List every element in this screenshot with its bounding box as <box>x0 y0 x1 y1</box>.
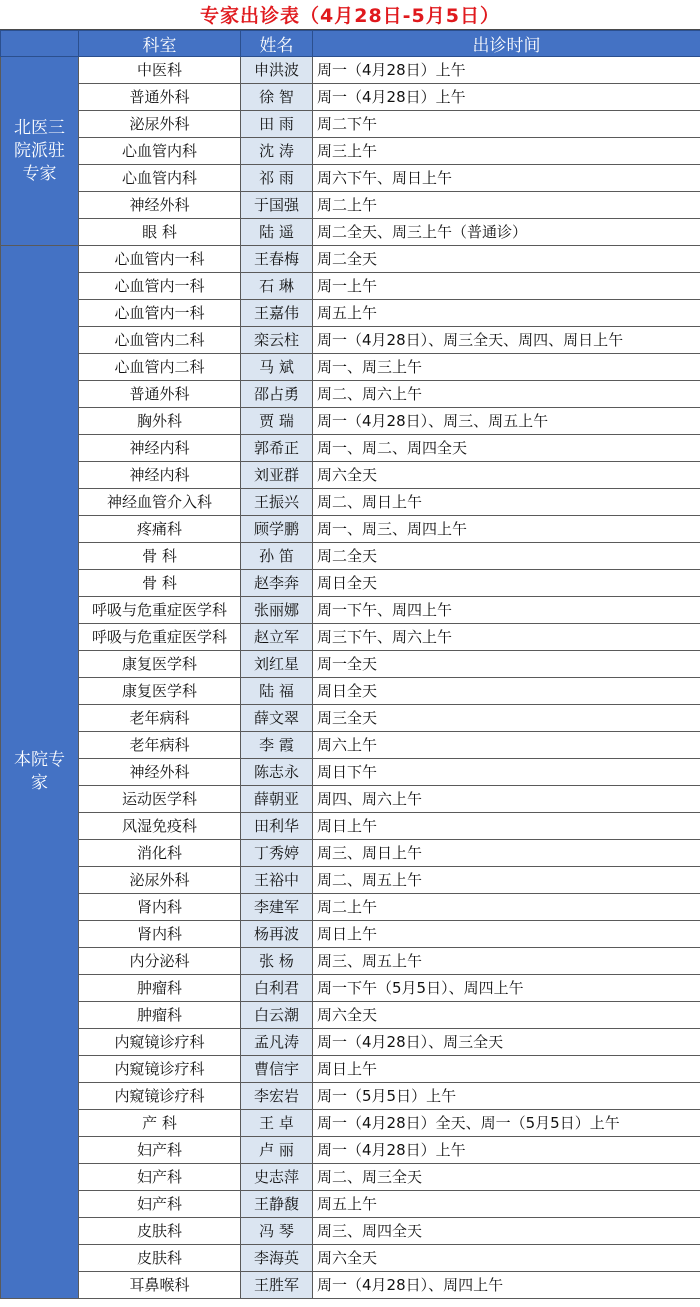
name-cell: 徐 智 <box>241 84 313 111</box>
name-cell: 王胜军 <box>241 1272 313 1299</box>
name-cell: 石 琳 <box>241 273 313 300</box>
name-cell: 曹信宇 <box>241 1056 313 1083</box>
header-name: 姓名 <box>241 31 313 57</box>
time-cell: 周日全天 <box>313 678 700 705</box>
dept-cell: 康复医学科 <box>79 678 241 705</box>
name-cell: 申洪波 <box>241 57 313 84</box>
table-row <box>1 192 700 219</box>
dept-cell: 胸外科 <box>79 408 241 435</box>
time-cell: 周一（4月28日）上午 <box>313 1137 700 1164</box>
name-cell: 王嘉伟 <box>241 300 313 327</box>
name-cell: 李 霞 <box>241 732 313 759</box>
table-row <box>1 651 700 678</box>
name-cell: 陆 福 <box>241 678 313 705</box>
name-cell: 李宏岩 <box>241 1083 313 1110</box>
table-row <box>1 57 700 84</box>
table-row <box>1 543 700 570</box>
time-cell: 周一、周二、周四全天 <box>313 435 700 462</box>
table-row <box>1 732 700 759</box>
table-row <box>1 867 700 894</box>
table-row <box>1 1191 700 1218</box>
table-row <box>1 138 700 165</box>
dept-cell: 妇产科 <box>79 1137 241 1164</box>
time-cell: 周一（4月28日）、周四上午 <box>313 1272 700 1299</box>
time-cell: 周一、周三上午 <box>313 354 700 381</box>
dept-cell: 神经外科 <box>79 192 241 219</box>
table-row <box>1 273 700 300</box>
name-cell: 祁 雨 <box>241 165 313 192</box>
name-cell: 丁秀婷 <box>241 840 313 867</box>
time-cell: 周三全天 <box>313 705 700 732</box>
dept-cell: 呼吸与危重症医学科 <box>79 624 241 651</box>
time-cell: 周二全天 <box>313 543 700 570</box>
time-cell: 周二上午 <box>313 894 700 921</box>
dept-cell: 肿瘤科 <box>79 975 241 1002</box>
name-cell: 陆 遥 <box>241 219 313 246</box>
table-row <box>1 327 700 354</box>
table-body <box>1 57 700 1299</box>
table-row <box>1 516 700 543</box>
name-cell: 李建军 <box>241 894 313 921</box>
dept-cell: 耳鼻喉科 <box>79 1272 241 1299</box>
time-cell: 周二、周三全天 <box>313 1164 700 1191</box>
time-cell: 周二上午 <box>313 192 700 219</box>
table-row <box>1 84 700 111</box>
dept-cell: 运动医学科 <box>79 786 241 813</box>
header-corner <box>1 31 79 57</box>
dept-cell: 中医科 <box>79 57 241 84</box>
time-cell: 周六全天 <box>313 462 700 489</box>
time-cell: 周三、周四全天 <box>313 1218 700 1245</box>
table-row <box>1 759 700 786</box>
time-cell: 周五上午 <box>313 300 700 327</box>
dept-cell: 神经内科 <box>79 435 241 462</box>
table-row <box>1 408 700 435</box>
name-cell: 田 雨 <box>241 111 313 138</box>
table-row <box>1 489 700 516</box>
table-row <box>1 111 700 138</box>
time-cell: 周一全天 <box>313 651 700 678</box>
table-row <box>1 570 700 597</box>
name-cell: 王 卓 <box>241 1110 313 1137</box>
time-cell: 周一（4月28日）、周三、周五上午 <box>313 408 700 435</box>
header-dept: 科室 <box>79 31 241 57</box>
time-cell: 周一（4月28日）、周三全天、周四、周日上午 <box>313 327 700 354</box>
dept-cell: 普通外科 <box>79 84 241 111</box>
dept-cell: 神经内科 <box>79 462 241 489</box>
time-cell: 周一上午 <box>313 273 700 300</box>
table-row <box>1 705 700 732</box>
table-row <box>1 840 700 867</box>
name-cell: 张 杨 <box>241 948 313 975</box>
time-cell: 周一（4月28日）上午 <box>313 57 700 84</box>
time-cell: 周五上午 <box>313 1191 700 1218</box>
time-cell: 周六全天 <box>313 1002 700 1029</box>
time-cell: 周二全天 <box>313 246 700 273</box>
table-row <box>1 1218 700 1245</box>
time-cell: 周六下午、周日上午 <box>313 165 700 192</box>
name-cell: 顾学鹏 <box>241 516 313 543</box>
dept-cell: 心血管内科 <box>79 165 241 192</box>
table-row <box>1 354 700 381</box>
name-cell: 杨再波 <box>241 921 313 948</box>
time-cell: 周三下午、周六上午 <box>313 624 700 651</box>
name-cell: 冯 琴 <box>241 1218 313 1245</box>
table-row <box>1 597 700 624</box>
name-cell: 刘亚群 <box>241 462 313 489</box>
name-cell: 薛文翠 <box>241 705 313 732</box>
table-row <box>1 678 700 705</box>
dept-cell: 内分泌科 <box>79 948 241 975</box>
table-row <box>1 1002 700 1029</box>
dept-cell: 眼 科 <box>79 219 241 246</box>
name-cell: 王振兴 <box>241 489 313 516</box>
name-cell: 白利君 <box>241 975 313 1002</box>
name-cell: 李海英 <box>241 1245 313 1272</box>
name-cell: 孟凡涛 <box>241 1029 313 1056</box>
dept-cell: 骨 科 <box>79 570 241 597</box>
name-cell: 王裕中 <box>241 867 313 894</box>
dept-cell: 心血管内二科 <box>79 354 241 381</box>
table-row <box>1 246 700 273</box>
time-cell: 周一（5月5日）上午 <box>313 1083 700 1110</box>
dept-cell: 肾内科 <box>79 921 241 948</box>
time-cell: 周三、周五上午 <box>313 948 700 975</box>
dept-cell: 产 科 <box>79 1110 241 1137</box>
time-cell: 周一（4月28日）上午 <box>313 84 700 111</box>
name-cell: 沈 涛 <box>241 138 313 165</box>
dept-cell: 老年病科 <box>79 705 241 732</box>
dept-cell: 神经血管介入科 <box>79 489 241 516</box>
name-cell: 白云潮 <box>241 1002 313 1029</box>
time-cell: 周一下午、周四上午 <box>313 597 700 624</box>
dept-cell: 康复医学科 <box>79 651 241 678</box>
dept-cell: 疼痛科 <box>79 516 241 543</box>
dept-cell: 内窥镜诊疗科 <box>79 1056 241 1083</box>
dept-cell: 风湿免疫科 <box>79 813 241 840</box>
time-cell: 周日上午 <box>313 921 700 948</box>
dept-cell: 心血管内一科 <box>79 273 241 300</box>
time-cell: 周一、周三、周四上午 <box>313 516 700 543</box>
dept-cell: 骨 科 <box>79 543 241 570</box>
group-label: 北医三院派驻专家 <box>1 57 79 246</box>
schedule-table <box>0 30 700 1299</box>
name-cell: 贾 瑞 <box>241 408 313 435</box>
name-cell: 于国强 <box>241 192 313 219</box>
time-cell: 周一下午（5月5日）、周四上午 <box>313 975 700 1002</box>
time-cell: 周日下午 <box>313 759 700 786</box>
time-cell: 周六上午 <box>313 732 700 759</box>
dept-cell: 肾内科 <box>79 894 241 921</box>
name-cell: 薛朝亚 <box>241 786 313 813</box>
table-row <box>1 948 700 975</box>
dept-cell: 老年病科 <box>79 732 241 759</box>
dept-cell: 泌尿外科 <box>79 111 241 138</box>
table-row <box>1 300 700 327</box>
table-row <box>1 381 700 408</box>
time-cell: 周一（4月28日）、周三全天 <box>313 1029 700 1056</box>
table-row <box>1 1083 700 1110</box>
table-row <box>1 1110 700 1137</box>
table-row <box>1 624 700 651</box>
dept-cell: 普通外科 <box>79 381 241 408</box>
dept-cell: 呼吸与危重症医学科 <box>79 597 241 624</box>
dept-cell: 消化科 <box>79 840 241 867</box>
name-cell: 赵立军 <box>241 624 313 651</box>
dept-cell: 泌尿外科 <box>79 867 241 894</box>
time-cell: 周日上午 <box>313 813 700 840</box>
dept-cell: 心血管内一科 <box>79 246 241 273</box>
table-row <box>1 1164 700 1191</box>
time-cell: 周六全天 <box>313 1245 700 1272</box>
time-cell: 周四、周六上午 <box>313 786 700 813</box>
time-cell: 周日上午 <box>313 1056 700 1083</box>
name-cell: 卢 丽 <box>241 1137 313 1164</box>
dept-cell: 内窥镜诊疗科 <box>79 1083 241 1110</box>
time-cell: 周一（4月28日）全天、周一（5月5日）上午 <box>313 1110 700 1137</box>
table-row <box>1 1056 700 1083</box>
dept-cell: 心血管内一科 <box>79 300 241 327</box>
name-cell: 田利华 <box>241 813 313 840</box>
table-row <box>1 435 700 462</box>
page-title: 专家出诊表（4月28日-5月5日） <box>0 0 700 30</box>
dept-cell: 内窥镜诊疗科 <box>79 1029 241 1056</box>
name-cell: 陈志永 <box>241 759 313 786</box>
time-cell: 周二、周六上午 <box>313 381 700 408</box>
time-cell: 周二下午 <box>313 111 700 138</box>
name-cell: 郭希正 <box>241 435 313 462</box>
table-row <box>1 1029 700 1056</box>
name-cell: 栾云柱 <box>241 327 313 354</box>
name-cell: 王春梅 <box>241 246 313 273</box>
header-row <box>1 31 700 57</box>
table-row <box>1 1137 700 1164</box>
table-row <box>1 1272 700 1299</box>
dept-cell: 妇产科 <box>79 1191 241 1218</box>
table-row <box>1 1245 700 1272</box>
dept-cell: 心血管内科 <box>79 138 241 165</box>
time-cell: 周日全天 <box>313 570 700 597</box>
table-row <box>1 165 700 192</box>
time-cell: 周三上午 <box>313 138 700 165</box>
time-cell: 周二、周五上午 <box>313 867 700 894</box>
name-cell: 刘红星 <box>241 651 313 678</box>
name-cell: 邵占勇 <box>241 381 313 408</box>
dept-cell: 肿瘤科 <box>79 1002 241 1029</box>
time-cell: 周二、周日上午 <box>313 489 700 516</box>
table-row <box>1 219 700 246</box>
name-cell: 赵李奔 <box>241 570 313 597</box>
name-cell: 张丽娜 <box>241 597 313 624</box>
dept-cell: 皮肤科 <box>79 1245 241 1272</box>
table-row <box>1 975 700 1002</box>
table-row <box>1 921 700 948</box>
group-label: 本院专家 <box>1 246 79 1299</box>
name-cell: 王静馥 <box>241 1191 313 1218</box>
table-row <box>1 894 700 921</box>
name-cell: 马 斌 <box>241 354 313 381</box>
dept-cell: 神经外科 <box>79 759 241 786</box>
dept-cell: 妇产科 <box>79 1164 241 1191</box>
name-cell: 史志萍 <box>241 1164 313 1191</box>
table-row <box>1 813 700 840</box>
dept-cell: 心血管内二科 <box>79 327 241 354</box>
table-row <box>1 462 700 489</box>
name-cell: 孙 笛 <box>241 543 313 570</box>
time-cell: 周三、周日上午 <box>313 840 700 867</box>
time-cell: 周二全天、周三上午（普通诊） <box>313 219 700 246</box>
table-row <box>1 786 700 813</box>
dept-cell: 皮肤科 <box>79 1218 241 1245</box>
header-time: 出诊时间 <box>313 31 700 57</box>
